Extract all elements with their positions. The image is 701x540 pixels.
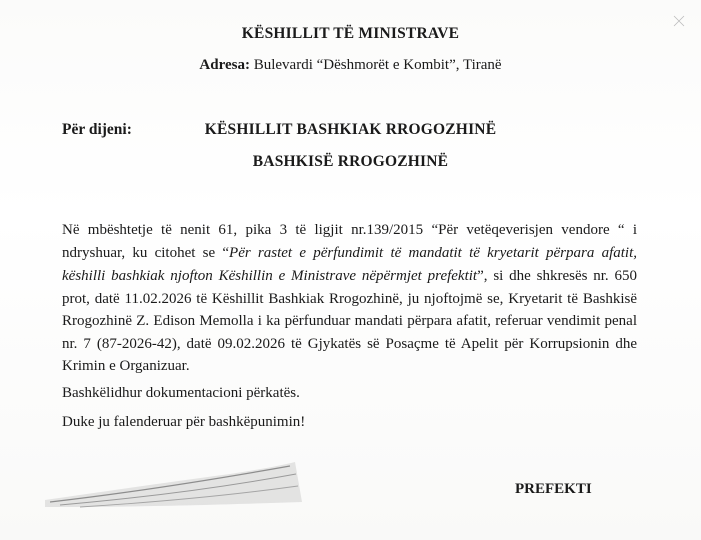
body-line-5: Rrogozhinë Z. Edison Memolla i ka përfunduar mandati përpara afatit, referuar vendimit penal: [62, 313, 637, 329]
attachment-note: Bashkëlidhur dokumentacioni përkatës.: [62, 385, 300, 401]
body-line-7: Krimin e Organizuar.: [62, 358, 190, 374]
address-line: [0, 57, 701, 74]
body-line-4: prot, datë 11.02.2026 të Këshillit Bashkiak Rrogozhinë, ju njoftojmë se, Kryetarit të Bashkisë: [62, 291, 637, 307]
body-line-1: Në mbështetje të nenit 61, pika 3 të ligjit nr.139/2015 “Për vetëqeverisjen vendore “ i: [62, 222, 637, 238]
document-title: KËSHILLIT TË MINISTRAVE: [241, 25, 460, 42]
law-quote-part-2: këshilli bashkiak njofton Këshillin e Ministrave nëpërmjet prefektit: [62, 268, 478, 284]
recipient-municipal-council: KËSHILLIT BASHKIAK RROGOZHINË: [204, 121, 497, 138]
recipient-municipality: BASHKISË RROGOZHINË: [252, 153, 449, 170]
address-value: Bulevardi “Dëshmorët e Kombit”, Tiranë: [249, 57, 502, 73]
body-line-2: [62, 245, 637, 262]
closing-thanks: Duke ju falenderuar për bashkëpunimin!: [62, 414, 306, 430]
body-line-3-text: ”, si dhe shkresës nr. 650: [477, 268, 637, 284]
cc-label: Për dijeni:: [62, 121, 132, 138]
body-line-2-text: ndryshuar, ku citohet se “: [62, 245, 230, 261]
address-label: Adresa:: [199, 57, 250, 73]
signature-stroke: [40, 452, 310, 512]
body-line-3: [62, 268, 637, 285]
body-line-6: nr. 7 (87-2026-42), datë 09.02.2026 të Gjykatës së Posaçme të Apelit për Korrupsionin dhe: [62, 336, 637, 352]
signatory-title: PREFEKTI: [515, 481, 592, 497]
law-quote-part-1: Për rastet e përfundimit të mandatit të kryetarit përpara afatit,: [229, 245, 638, 261]
